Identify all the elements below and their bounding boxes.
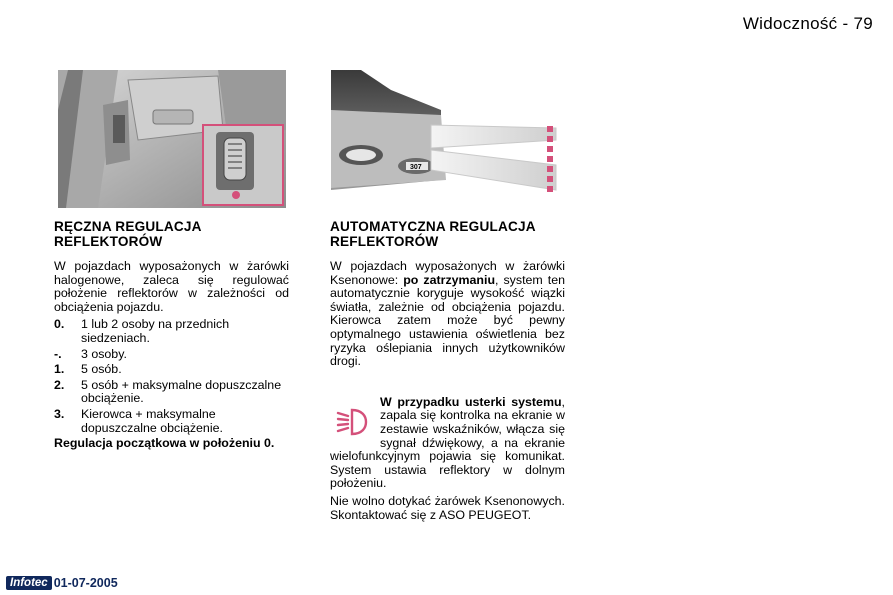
list-text: 5 osób + maksymalne dopuszczalne obciążenie. — [81, 377, 282, 406]
list-item — [54, 348, 289, 362]
list-item — [54, 379, 289, 406]
footer — [6, 575, 118, 591]
list-text: 3 osoby. — [81, 346, 127, 361]
list-marker: -. — [54, 346, 62, 361]
manual-adjustment-intro: W pojazdach wyposażonych w żarówki halogenowe, zaleca się regulować położenie reflektorów w zależności od obciążenia pojazdu. — [54, 259, 289, 314]
automatic-adjustment-section — [330, 220, 565, 522]
infotec-logo: Infotec — [6, 576, 52, 590]
list-item — [54, 318, 289, 345]
footer-date: 01-07-2005 — [53, 576, 118, 590]
xenon-warning: Nie wolno dotykać żarówek Ksenonowych. Skontaktować się z ASO PEUGEOT. — [330, 493, 565, 522]
intro-text-a: W pojazdach wyposażonych w żarówki Ksenonowe: — [330, 259, 565, 287]
load-position-list — [54, 318, 289, 435]
manual-adjustment-photo — [58, 70, 286, 208]
list-text: 1 lub 2 osoby na przednich siedzeniach. — [81, 317, 230, 345]
automatic-adjustment-intro — [330, 260, 565, 369]
list-text: Kierowca + maksymalne dopuszczalne obciążenie. — [81, 406, 223, 435]
page-header-title: Widoczność - 79 — [742, 14, 873, 33]
manual-adjustment-heading: RĘCZNA REGULACJA REFLEKTORÓW — [54, 219, 202, 249]
list-item — [54, 408, 289, 435]
automatic-adjustment-heading: AUTOMATYCZNA REGULACJA REFLEKTORÓW — [330, 219, 536, 249]
list-marker: 0. — [54, 317, 65, 332]
automatic-adjustment-photo — [331, 70, 563, 202]
car-beam-illustration — [331, 70, 563, 202]
initial-position-note: Regulacja początkowa w położeniu 0. — [54, 436, 275, 451]
manual-adjustment-section — [54, 220, 289, 451]
list-item — [54, 363, 289, 377]
fault-note-bold: W przypadku usterki systemu — [380, 394, 562, 409]
system-fault-note — [330, 396, 565, 491]
intro-text-b: , system ten automatycznie koryguje wysokość wiązki światła, zależnie od obciążenia pojazdu. Kierowca zatem może być pewny optymalnego ustawienia oświetlenia bez ryzyka oślepiania innych użytkowników drogi. — [330, 272, 565, 369]
fault-note-text: , zapala się kontrolka na ekranie w zestawie wskaźników, włącza się sygnał dźwiękowy, a na ekranie wielofunkcyjnym pojawia się komunikat. System ustawia reflektory w dolnym położeniu. — [330, 394, 565, 491]
list-marker: 2. — [54, 377, 65, 392]
headlamp-warning-icon — [330, 404, 374, 440]
list-text: 5 osób. — [81, 362, 122, 377]
list-marker: 3. — [54, 406, 65, 421]
list-marker: 1. — [54, 362, 65, 377]
car-badge: 307 — [410, 164, 422, 171]
intro-text-bold: po zatrzymaniu — [403, 272, 496, 287]
dashboard-illustration — [58, 70, 286, 208]
